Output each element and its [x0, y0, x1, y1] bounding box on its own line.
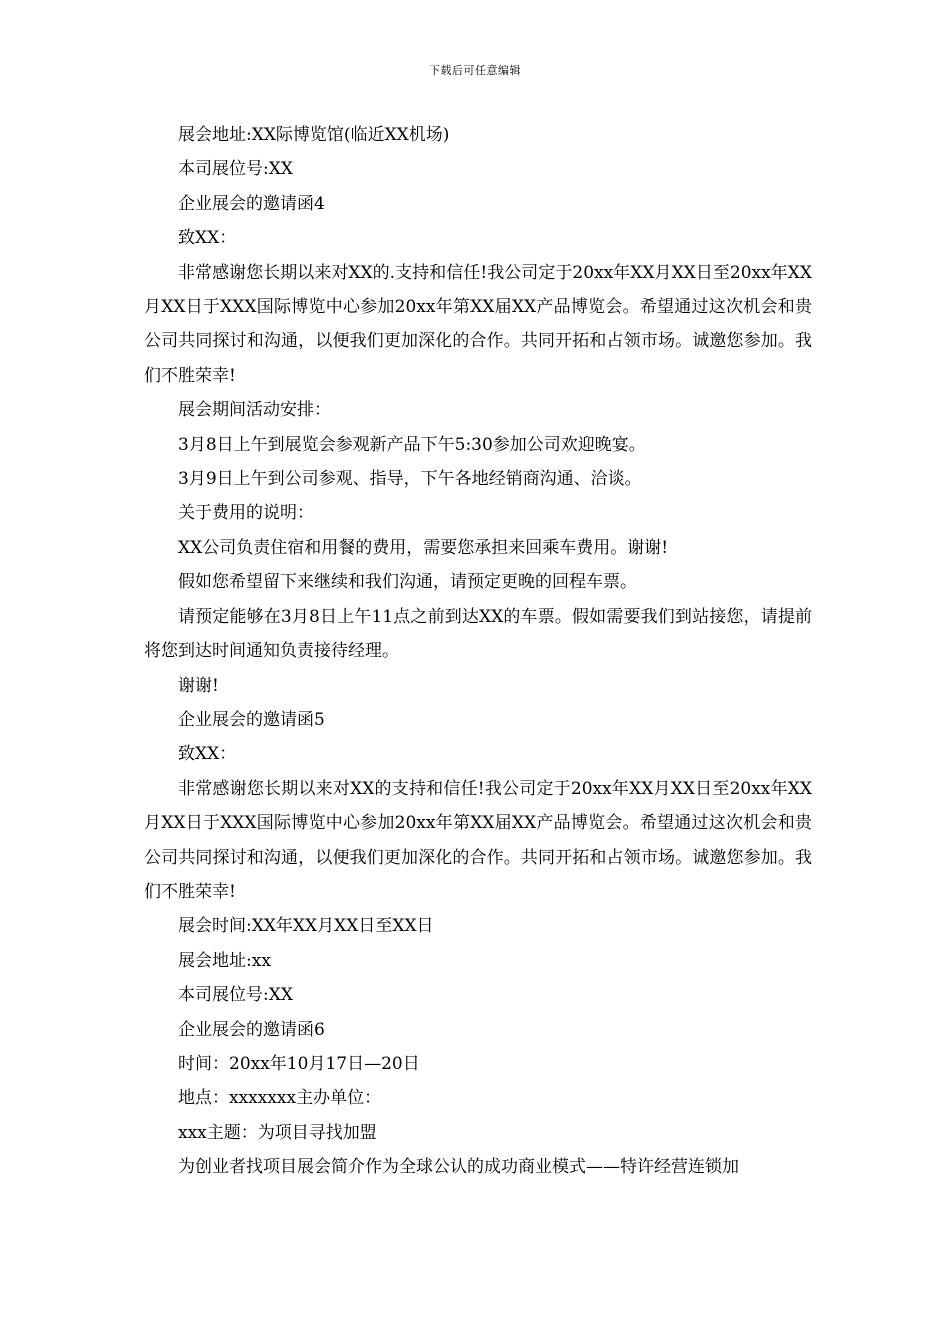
- paragraph: 谢谢!: [178, 675, 219, 696]
- section-title: 企业展会的邀请函6: [178, 1019, 325, 1040]
- paragraph: 非常感谢您长期以来对XX的支持和信任!我公司定于20xx年XX月XX日至20xx年XX月XX日于XXX国际博览中心参加20xx年第XX届XX产品博览会。希望通过这次机会和贵公司共同探讨和沟通，以便我们更加深化的合作。共同开拓和占领市场。诚邀您参加。我们不胜荣幸!: [144, 778, 812, 902]
- paragraph: 3月9日上午到公司参观、指导，下午各地经销商沟通、洽谈。: [178, 469, 642, 490]
- paragraph: 展会地址:xx: [178, 950, 271, 971]
- paragraph: 假如您希望留下来继续和我们沟通，请预定更晚的回程车票。: [178, 572, 637, 593]
- paragraph: 时间：20xx年10月17日—20日: [178, 1053, 420, 1074]
- paragraph: 本司展位号:XX: [178, 159, 293, 180]
- document-body: [144, 118, 812, 1185]
- section-title: 企业展会的邀请函4: [178, 193, 325, 214]
- salutation: 致XX：: [178, 744, 237, 765]
- salutation: 致XX：: [178, 228, 237, 249]
- paragraph: xxx主题：为项目寻找加盟: [178, 1122, 377, 1143]
- paragraph: 地点：xxxxxxx主办单位：: [178, 1088, 382, 1109]
- paragraph: 展会期间活动安排：: [178, 400, 331, 421]
- paragraph: 关于费用的说明：: [178, 503, 314, 524]
- paragraph: 本司展位号:XX: [178, 985, 293, 1006]
- paragraph: 3月8日上午到展览会参观新产品下午5:30参加公司欢迎晚宴。: [178, 434, 646, 455]
- paragraph: 展会地址:XX际博览馆(临近XX机场): [178, 125, 450, 145]
- paragraph: 展会时间:XX年XX月XX日至XX日: [178, 916, 434, 937]
- paragraph: 非常感谢您长期以来对XX的.支持和信任!我公司定于20xx年XX月XX日至20xx年XX月XX日于XXX国际博览中心参加20xx年第XX届XX产品博览会。希望通过这次机会和贵公司共同探讨和沟通，以便我们更加深化的合作。共同开拓和占领市场。诚邀您参加。我们不胜荣幸!: [144, 262, 812, 386]
- paragraph: 请预定能够在3月8日上午11点之前到达XX的车票。假如需要我们到站接您，请提前将您到达时间通知负责接待经理。: [144, 606, 812, 662]
- paragraph: 为创业者找项目展会简介作为全球公认的成功商业模式——特许经营连锁加: [178, 1157, 739, 1178]
- paragraph: XX公司负责住宿和用餐的费用，需要您承担来回乘车费用。谢谢!: [178, 537, 669, 558]
- page-header-note: 下载后可任意编辑: [429, 64, 521, 77]
- section-title: 企业展会的邀请函5: [178, 709, 325, 730]
